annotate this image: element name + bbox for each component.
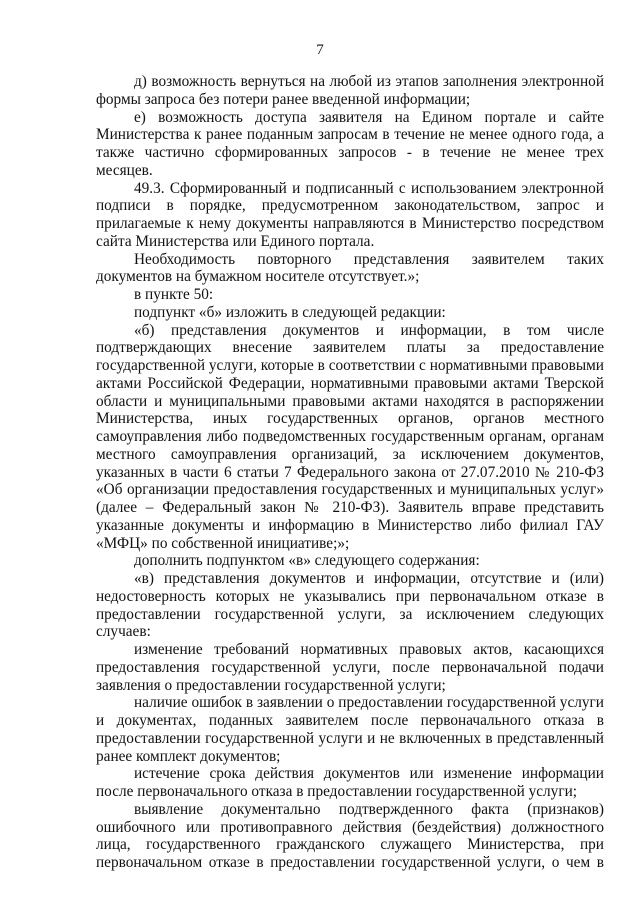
paragraph-paper-not-required: Необходимость повторного представления заявителем таких документов на бумажном носителе отсутствует.»; — [96, 250, 604, 286]
paragraph-d: д) возможность вернуться на любой из этапов заполнения электронной формы запроса без потери ранее введенной информации; — [96, 73, 604, 108]
paragraph-case-requirements-change: изменение требований нормативных правовых актов, касающихся предоставления государственной услуги, после первоначальной подачи заявления о предоставлении государственной услуги; — [96, 641, 604, 694]
paragraph-49-3: 49.3. Сформированный и подписанный с использованием электронной подписи в порядке, предусмотренном законодательством, запрос и прилагаемые к нему документы направляются в Министерство посредством сайта Министерства или Единого портала. — [96, 179, 604, 250]
paragraph-subpoint-v-intro: дополнить подпунктом «в» следующего содержания: — [134, 552, 480, 570]
paragraph-case-official-error: выявление документально подтвержденного факта (признаков) ошибочного или противоправного действия (бездействия) должностного лица, государственного гражданского служащего Министерства, при первоначальном отказе в предоставлении государственной услуги, о чем в — [96, 800, 604, 871]
document-body — [96, 73, 604, 872]
paragraph-subpoint-b-intro: подпункт «б» изложить в следующей редакции: — [134, 303, 446, 321]
paragraph-point-50: в пункте 50: — [134, 286, 214, 303]
paragraph-e: е) возможность доступа заявителя на Едином портале и сайте Министерства к ранее поданным запросам в течение не менее одного года, а также частично сформированных запросов - в течение не менее трех месяцев. — [96, 108, 604, 179]
paragraph-case-errors: наличие ошибок в заявлении о предоставлении государственной услуги и документах, поданных заявителем после первоначального отказа в предоставлении государственной услуги и не включенных в представленный ранее комплект документов; — [96, 694, 604, 765]
paragraph-case-expiry: истечение срока действия документов или изменение информации после первоначального отказа в предоставлении государственной услуги; — [96, 765, 604, 800]
paragraph-subpoint-b: «б) представления документов и информации, в том числе подтверждающих внесение заявителем платы за предоставление государственной услуги, которые в соответствии с нормативными правовыми актами Российской Федерации, нормативными правовыми актами Тверской области и муниципальными правовыми актами находятся в распоряжении Министерства, иных государственных органов, органов местного самоуправления либо подведомственных государственным органам, органам местного самоуправления организаций, за исключением документов, указанных в части 6 статьи 7 Федерального закона от 27.07.2010 № 210-ФЗ «Об организации предоставления государственных и муниципальных услуг» (далее – Федеральный закон № 210-ФЗ). Заявитель вправе представить указанные документы и информацию в Министерство либо филиал ГАУ «МФЦ» по собственной инициативе;»; — [96, 321, 604, 552]
paragraph-subpoint-v: «в) представления документов и информации, отсутствие и (или) недостоверность которых не указывались при первоначальном отказе в предоставлении государственной услуги, за исключением следующих случаев: — [96, 570, 604, 641]
page-number: 7 — [316, 42, 324, 58]
